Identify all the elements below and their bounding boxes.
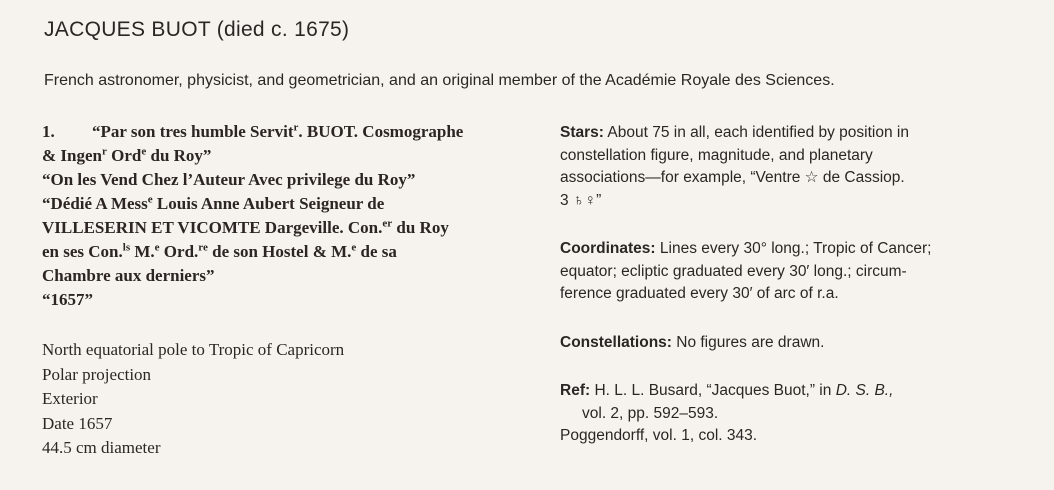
- constellations-line: [560, 332, 1040, 355]
- inscription-line-6: [42, 240, 532, 264]
- section-gap: [560, 354, 1040, 380]
- superscript: er: [382, 217, 393, 230]
- inscription-text: de sa: [356, 242, 397, 261]
- right-column: [560, 122, 1040, 448]
- spec-projection: Polar projection: [42, 364, 152, 384]
- coordinates-text: Lines every 30° long.; Tropic of Cancer;: [655, 240, 932, 257]
- superscript: r: [101, 145, 107, 158]
- superscript: ls: [122, 241, 131, 254]
- coordinates-label: Coordinates:: [560, 240, 656, 257]
- left-column: [42, 120, 532, 461]
- ref-label: Ref:: [560, 382, 591, 399]
- globe-inscription: [42, 120, 532, 312]
- inscription-text: “Dédié A Mess: [42, 194, 148, 213]
- section-gap: [560, 306, 1040, 332]
- constellations-text: No figures are drawn.: [671, 333, 825, 351]
- inscription-line-4: [42, 192, 532, 216]
- coordinates-section: [560, 238, 1040, 306]
- ref-line-1: [560, 380, 1040, 403]
- stars-label: Stars:: [560, 124, 604, 141]
- inscription-text: “Par son tres humble Servit: [92, 122, 294, 141]
- spec-diameter: 44.5 cm diameter: [42, 438, 161, 457]
- coordinates-line-2: equator; ecliptic graduated every 30′ long.; circum-: [560, 262, 907, 280]
- superscript: r: [293, 121, 299, 134]
- stars-line-1: [560, 122, 1040, 145]
- inscription-line-1: [42, 120, 532, 144]
- inscription-line-8: “1657”: [42, 290, 93, 309]
- spec-range: North equatorial pole to Tropic of Capricorn: [42, 340, 345, 359]
- inscription-line-5: [42, 216, 532, 240]
- inscription-text: Ord: [106, 146, 142, 165]
- superscript: e: [154, 241, 160, 254]
- superscript: e: [141, 145, 147, 158]
- inscription-text: Louis Anne Aubert Seigneur de: [152, 194, 385, 213]
- inscription-text: M.: [130, 242, 155, 261]
- ref-section: [560, 380, 1040, 448]
- ref-line-2: vol. 2, pp. 592–593.: [582, 404, 719, 422]
- inscription-text: du Roy: [392, 218, 449, 237]
- ref-journal: D. S. B.,: [835, 382, 894, 399]
- superscript: re: [198, 241, 208, 254]
- stars-text: About 75 in all, each identified by position in: [603, 124, 909, 141]
- entry-number: 1.: [42, 122, 55, 141]
- stars-line-2: constellation figure, magnitude, and planetary: [560, 146, 873, 164]
- spec-date: Date 1657: [42, 413, 113, 433]
- inscription-text: Ord.: [159, 242, 199, 261]
- stars-line-3: associations—for example, “Ventre ☆ de Cassiop.: [560, 169, 905, 186]
- globe-specs: [42, 338, 532, 461]
- ref-line-3: Poggendorff, vol. 1, col. 343.: [560, 427, 758, 444]
- coordinates-line-3: ference graduated every 30′ of arc of r.a.: [560, 285, 839, 302]
- intro-paragraph: French astronomer, physicist, and geometrician, and an original member of the Académie Royale des Sciences.: [44, 72, 835, 89]
- page-title: JACQUES BUOT (died c. 1675): [44, 18, 350, 41]
- stars-section: [560, 122, 1040, 212]
- inscription-text: . BUOT. Cosmographe: [298, 122, 464, 141]
- superscript: e: [351, 241, 357, 254]
- coordinates-line-1: [560, 238, 1040, 261]
- inscription-text: & Ingen: [42, 146, 102, 165]
- ref-text: H. L. L. Busard, “Jacques Buot,” in: [590, 382, 836, 399]
- inscription-line-3: “On les Vend Chez l’Auteur Avec privilege du Roy”: [42, 170, 416, 189]
- section-gap: [560, 212, 1040, 238]
- inscription-text: de son Hostel & M.: [207, 242, 352, 261]
- constellations-label: Constellations:: [560, 333, 672, 351]
- inscription-text: VILLESERIN ET VICOMTE Dargeville. Con.: [42, 218, 383, 237]
- spec-view: Exterior: [42, 389, 98, 408]
- inscription-line-2: [42, 144, 532, 168]
- stars-line-4: 3 ♄♀”: [560, 191, 602, 209]
- constellations-section: [560, 332, 1040, 355]
- inscription-line-7: Chambre aux derniers”: [42, 266, 215, 285]
- superscript: e: [147, 193, 153, 206]
- inscription-text: en ses Con.: [42, 242, 123, 261]
- inscription-text: du Roy”: [146, 146, 212, 165]
